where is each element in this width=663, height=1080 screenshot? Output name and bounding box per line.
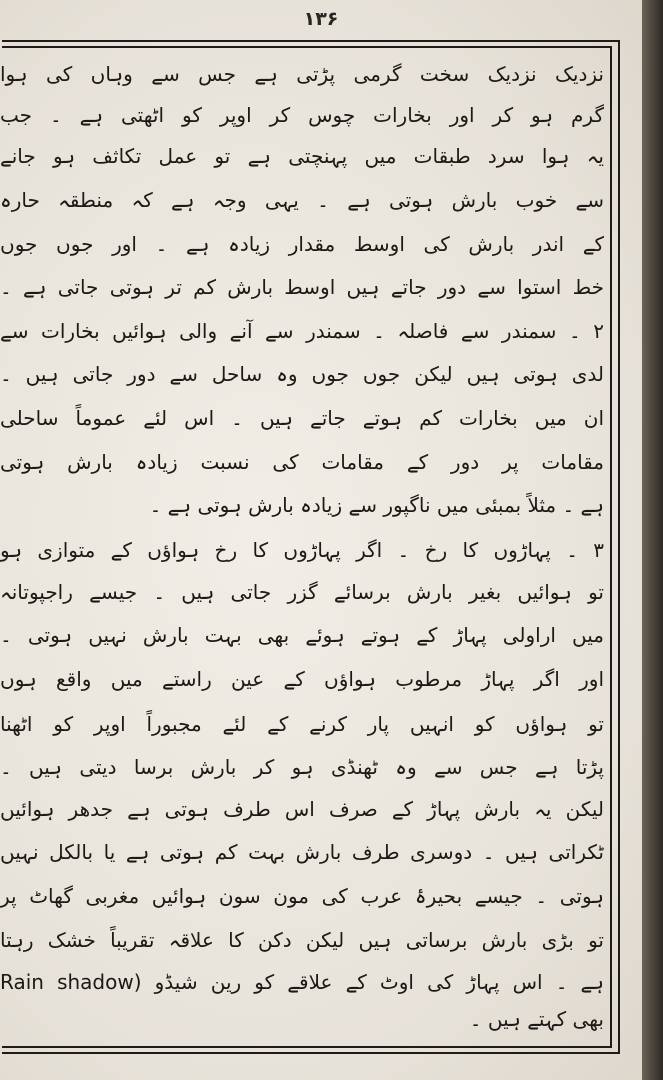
text-line-21: تو بڑی بارش برساتی ہیں لیکن دکن کا علاقہ تقریباً خشک رہتا (0, 928, 604, 952)
text-line-13: تو ہوائیں بغیر بارش برسائے گزر جاتی ہیں ۔ جیسے راجپوتانہ (0, 580, 604, 604)
text-line-22: ہے ۔ اس پہاڑ کی اوٹ کے علاقے کو رین شیڈو (Rain shadow (0, 970, 604, 994)
text-line-3: یہ ہوا سرد طبقات میں پہنچتی ہے تو عمل تکاثف ہو جانے (0, 144, 604, 168)
text-line-9: ان میں بخارات کم ہوتے جاتے ہیں ۔ اس لئے عموماً ساحلی (0, 406, 604, 430)
text-line-1: نزدیک نزدیک سخت گرمی پڑتی ہے جس سے وہاں کی ہوا (0, 62, 604, 86)
text-line-18: لیکن یہ بارش پہاڑ کے صرف اس طرف ہوتی ہے جدھر ہوائیں (0, 797, 604, 821)
body-text (0, 56, 604, 1036)
text-line-16: تو ہواؤں کو انہیں پار کرنے کے لئے مجبوراً اوپر کو اٹھنا (0, 712, 604, 736)
text-line-6: خط استوا سے دور جاتے ہیں اوسط بارش کم تر ہوتی جاتی ہے ۔ (0, 275, 604, 299)
text-line-2: گرم ہو کر اور بخارات چوس کر اوپر کو اٹھتی ہے ۔ جب (0, 103, 604, 127)
text-line-10: مقامات پر دور کے مقامات کی نسبت زیادہ بارش ہوتی (0, 450, 604, 474)
text-line-19: ٹکراتی ہیں ۔ دوسری طرف بارش بہت کم ہوتی ہے یا بالکل نہیں (0, 840, 604, 864)
text-line-5: کے اندر بارش کی اوسط مقدار زیادہ ہے ۔ اور جوں جوں (0, 232, 604, 256)
text-line-7: ۲ ۔ سمندر سے فاصلہ ۔ سمندر سے آنے والی ہوائیں بخارات سے (0, 319, 604, 343)
page-number: ۱۳۶ (303, 8, 339, 30)
text-line-20: ہوتی ۔ جیسے بحیرۂ عرب کی مون سون ہوائیں مغربی گھاٹ پر (0, 884, 604, 908)
text-line-14: میں اراولی پہاڑ کے ہوتے ہوئے بھی بہت بارش نہیں ہوتی ۔ (0, 623, 604, 647)
text-line-15: اور اگر پہاڑ مرطوب ہواؤں کے عین راستے میں واقع ہوں (0, 667, 604, 691)
text-line-23: بھی کہتے ہیں ۔ (469, 1007, 604, 1031)
page-edge-shadow (642, 0, 663, 1080)
text-line-8: لدی ہوتی ہیں لیکن جوں جوں وہ ساحل سے دور جاتی ہیں ۔ (0, 362, 604, 386)
text-line-4: سے خوب بارش ہوتی ہے ۔ یہی وجہ ہے کہ منطقہ حارہ (0, 188, 604, 212)
text-line-11: ہے ۔ مثلاً بمبئی میں ناگپور سے زیادہ بارش ہوتی ہے ۔ (149, 493, 604, 517)
text-line-12: ۳ ۔ پہاڑوں کا رخ ۔ اگر پہاڑوں کا رخ ہواؤں کے متوازی ہو (0, 538, 604, 562)
text-line-17: پڑتا ہے جس سے وہ ٹھنڈی ہو کر بارش برسا دیتی ہیں ۔ (0, 755, 604, 779)
